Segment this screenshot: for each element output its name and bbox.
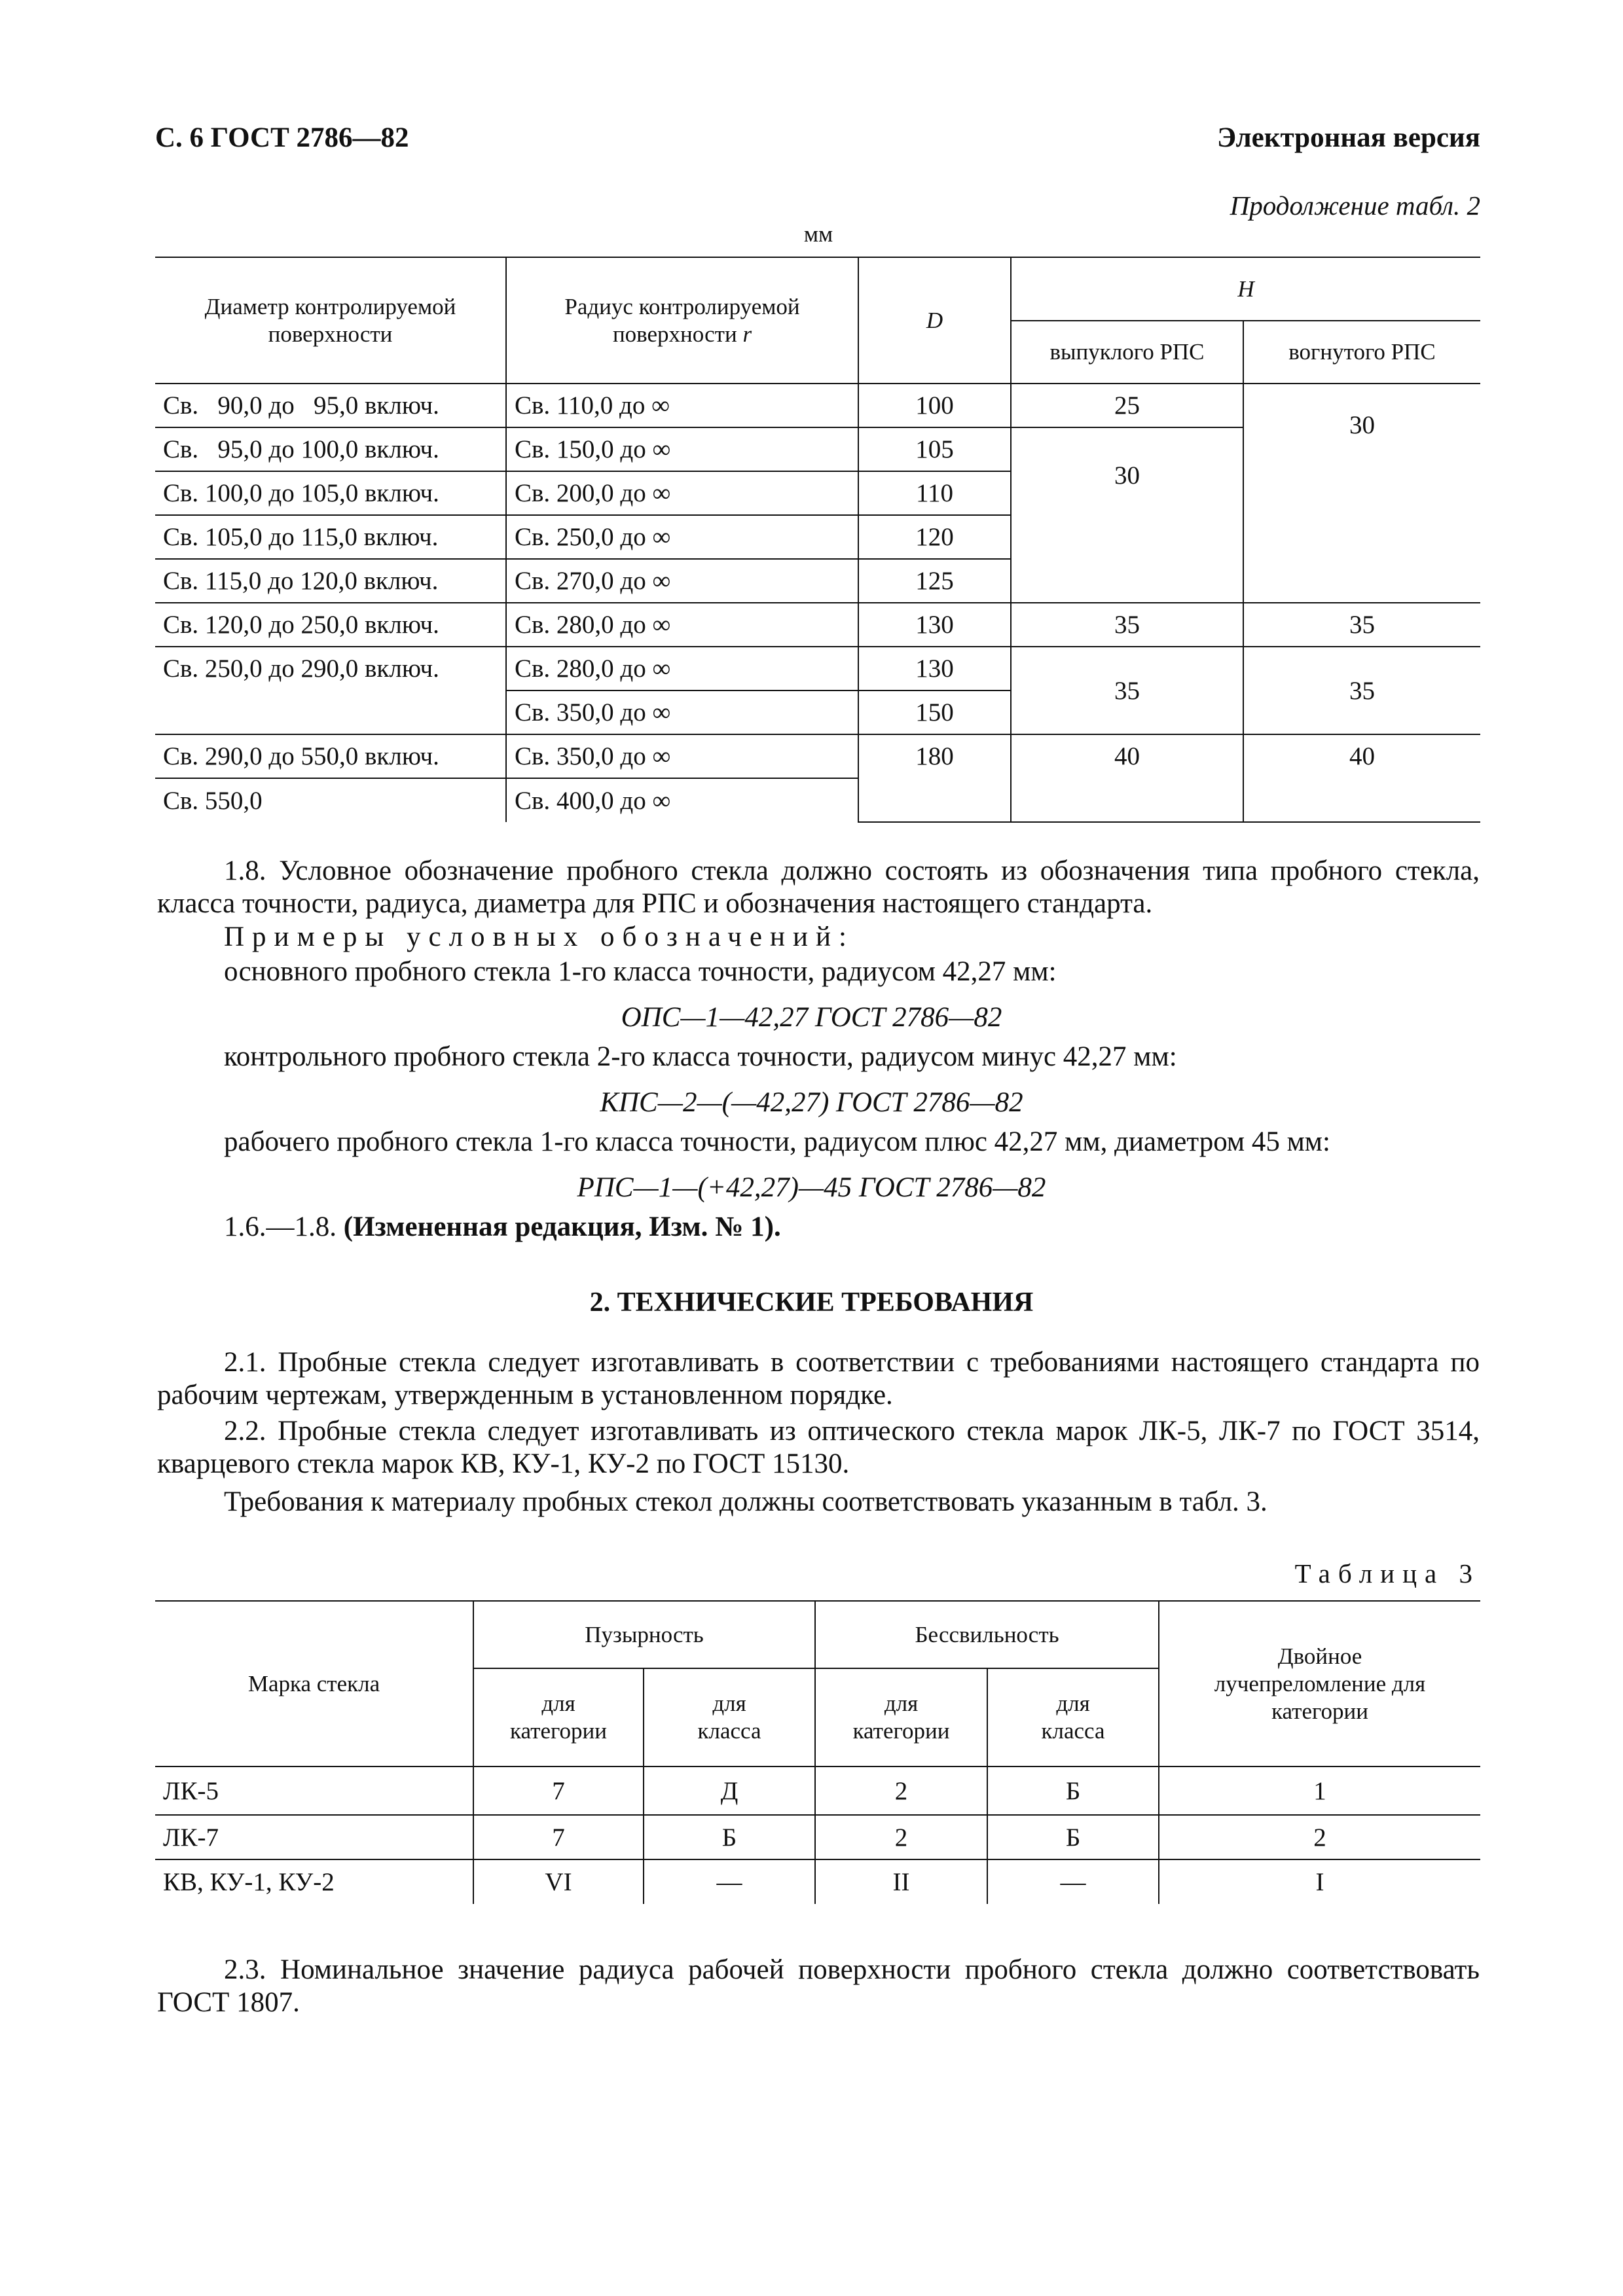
cell-diameter: Св. 95,0 до 100,0 включ. (155, 427, 506, 471)
table-row (155, 384, 1480, 427)
cell-d: 120 (858, 515, 1011, 559)
cell-grade: КВ, КУ-1, КУ-2 (155, 1859, 473, 1904)
header-striae: Бессвильность (815, 1601, 1159, 1668)
cell-d: 150 (858, 691, 1011, 734)
header-h: H (1011, 257, 1480, 321)
cell-grade: ЛК-7 (155, 1815, 473, 1859)
cell-diameter: Св. 550,0 (155, 778, 506, 822)
header-bubbles-category: для категории (473, 1668, 644, 1767)
cell-diameter: Св. 115,0 до 120,0 включ. (155, 559, 506, 603)
cell-diameter-merged: Св. 250,0 до 290,0 включ. (155, 647, 506, 734)
cell-bubbles-class: Д (644, 1767, 815, 1815)
table-3-label: Таблица 3 (1294, 1558, 1480, 1588)
cell-bubbles-category: 7 (473, 1815, 644, 1859)
cell-d: 130 (858, 603, 1011, 647)
cell-birefringence: 1 (1159, 1767, 1480, 1815)
paragraph-2-2b: Требования к материалу пробных стекол должны соответствовать указанным в табл. 3. (224, 1486, 1267, 1517)
example-1-formula: ОПС—1—42,27 ГОСТ 2786—82 (621, 1002, 1002, 1033)
cell-radius: Св. 350,0 до ∞ (506, 734, 858, 778)
cell-radius: Св. 280,0 до ∞ (506, 647, 858, 691)
paragraph-1-8: 1.8. Условное обозначение пробного стекла должно состоять из обозначения типа пробного стекла, класса точности, радиуса, диаметра для РПС и обозначения настоящего стандарта. (157, 855, 1480, 919)
cell-convex: 25 (1011, 384, 1243, 427)
table-row (155, 603, 1480, 647)
cell-bubbles-category: VI (473, 1859, 644, 1904)
cell-diameter: Св. 290,0 до 550,0 включ. (155, 734, 506, 778)
header-radius (506, 257, 858, 384)
cell-bubbles-class: Б (644, 1815, 815, 1859)
header-concave: вогнутого РПС (1243, 321, 1480, 384)
cell-radius: Св. 200,0 до ∞ (506, 471, 858, 515)
cell-radius: Св. 250,0 до ∞ (506, 515, 858, 559)
cell-diameter: Св. 120,0 до 250,0 включ. (155, 603, 506, 647)
header-d: D (858, 257, 1011, 384)
cell-striae-category: 2 (815, 1767, 987, 1815)
example-1-text: основного пробного стекла 1-го класса точности, радиусом 42,27 мм: (224, 956, 1057, 987)
cell-radius: Св. 270,0 до ∞ (506, 559, 858, 603)
example-2-formula: КПС—2—(—42,27) ГОСТ 2786—82 (600, 1087, 1023, 1118)
example-3-text: рабочего пробного стекла 1-го класса точности, радиусом плюс 42,27 мм, диаметром 45 мм: (224, 1126, 1330, 1157)
table-unit-label: мм (803, 221, 833, 247)
cell-diameter: Св. 105,0 до 115,0 включ. (155, 515, 506, 559)
page-header-left: С. 6 ГОСТ 2786—82 (155, 122, 409, 153)
cell-diameter: Св. 100,0 до 105,0 включ. (155, 471, 506, 515)
cell-convex-merged: 40 (1011, 734, 1243, 822)
cell-striae-class: — (987, 1859, 1159, 1904)
cell-striae-class: Б (987, 1767, 1159, 1815)
table-2-continuation (155, 257, 1480, 823)
cell-concave-merged: 30 (1243, 384, 1480, 603)
cell-convex-merged: 35 (1011, 647, 1243, 734)
header-diameter: Диаметр контролируемой поверхности (155, 257, 506, 384)
table-3 (155, 1600, 1480, 1904)
cell-radius: Св. 350,0 до ∞ (506, 691, 858, 734)
cell-striae-category: 2 (815, 1815, 987, 1859)
page-header-right: Электронная версия (1216, 122, 1480, 153)
cell-concave: 35 (1243, 603, 1480, 647)
amendment-note (157, 1211, 1480, 1244)
table-row (155, 1767, 1480, 1815)
table-row (155, 734, 1480, 778)
header-convex: выпуклого РПС (1011, 321, 1243, 384)
cell-d: 130 (858, 647, 1011, 691)
header-radius-text: Радиус контролируемой поверхности (564, 293, 800, 347)
cell-radius: Св. 150,0 до ∞ (506, 427, 858, 471)
paragraph-2-3: 2.3. Номинальное значение радиуса рабочей поверхности пробного стекла должно соответствовать ГОСТ 1807. (157, 1954, 1480, 2018)
paragraph-2-1: 2.1. Пробные стекла следует изготавливать в соответствии с требованиями настоящего стандарта по рабочим чертежам, утвержденным в установленном порядке. (157, 1347, 1480, 1410)
cell-radius: Св. 110,0 до ∞ (506, 384, 858, 427)
cell-d-merged: 180 (858, 734, 1011, 822)
cell-d: 100 (858, 384, 1011, 427)
cell-diameter: Св. 90,0 до 95,0 включ. (155, 384, 506, 427)
header-striae-class: для класса (987, 1668, 1159, 1767)
cell-birefringence: I (1159, 1859, 1480, 1904)
examples-title: Примеры условных обозначений: (224, 922, 854, 952)
header-grade: Марка стекла (155, 1601, 473, 1767)
amendment-bold: (Измененная редакция, Изм. № 1). (343, 1211, 781, 1242)
example-3-formula: РПС—1—(+42,27)—45 ГОСТ 2786—82 (577, 1172, 1046, 1203)
cell-grade: ЛК-5 (155, 1767, 473, 1815)
cell-radius: Св. 280,0 до ∞ (506, 603, 858, 647)
cell-striae-class: Б (987, 1815, 1159, 1859)
amendment-prefix: 1.6.—1.8. (224, 1211, 344, 1242)
header-radius-symbol: r (742, 321, 752, 347)
cell-radius: Св. 400,0 до ∞ (506, 778, 858, 822)
cell-striae-category: II (815, 1859, 987, 1904)
cell-bubbles-category: 7 (473, 1767, 644, 1815)
cell-convex: 35 (1011, 603, 1243, 647)
section-2-title: 2. ТЕХНИЧЕСКИЕ ТРЕБОВАНИЯ (589, 1287, 1034, 1318)
paragraph-2-2: 2.2. Пробные стекла следует изготавливать из оптического стекла марок ЛК-5, ЛК-7 по ГОСТ 3514, кварцевого стекла марок КВ, КУ-1, КУ-2 по ГОСТ 15130. (157, 1416, 1480, 1479)
cell-birefringence: 2 (1159, 1815, 1480, 1859)
table-row (155, 1859, 1480, 1904)
cell-d: 110 (858, 471, 1011, 515)
cell-concave-merged: 35 (1243, 647, 1480, 734)
example-2-text: контрольного пробного стекла 2-го класса точности, радиусом минус 42,27 мм: (224, 1041, 1177, 1072)
table-row (155, 647, 1480, 691)
cell-convex-merged: 30 (1011, 427, 1243, 603)
header-bubbles: Пузырность (473, 1601, 815, 1668)
header-striae-category: для категории (815, 1668, 987, 1767)
cell-bubbles-class: — (644, 1859, 815, 1904)
cell-d: 105 (858, 427, 1011, 471)
header-bubbles-class: для класса (644, 1668, 815, 1767)
cell-d: 125 (858, 559, 1011, 603)
table-row (155, 1815, 1480, 1859)
table-continuation-label: Продолжение табл. 2 (1230, 190, 1480, 221)
header-birefringence: Двойное лучепреломление для категории (1159, 1601, 1480, 1767)
cell-concave-merged: 40 (1243, 734, 1480, 822)
